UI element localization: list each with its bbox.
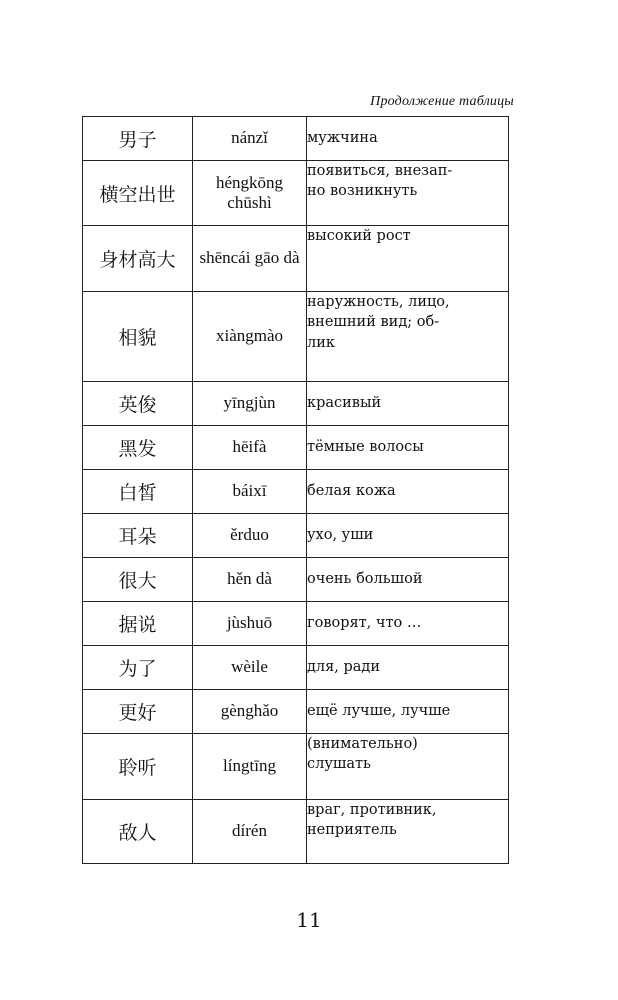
- translation-cell: высокий рост: [307, 226, 509, 292]
- translation-cell: мужчина: [307, 117, 509, 161]
- pinyin-cell: héngkōng chūshì: [193, 161, 307, 226]
- table-row: [83, 514, 509, 558]
- translation-cell: для, ради: [307, 646, 509, 690]
- translation-cell: ещё лучше, лучше: [307, 690, 509, 734]
- hanzi-cell: 相貌: [83, 292, 193, 382]
- table-row: [83, 646, 509, 690]
- table-row: [83, 161, 509, 226]
- hanzi-cell: 敌人: [83, 800, 193, 864]
- translation-cell: белая кожа: [307, 470, 509, 514]
- translation-cell: ухо, уши: [307, 514, 509, 558]
- table-row: [83, 690, 509, 734]
- table-row: [83, 426, 509, 470]
- translation-cell: красивый: [307, 382, 509, 426]
- translation-cell: враг, противник, неприятель: [307, 800, 509, 864]
- pinyin-cell: ěrduo: [193, 514, 307, 558]
- pinyin-cell: wèile: [193, 646, 307, 690]
- table-row: [83, 734, 509, 800]
- hanzi-cell: 男子: [83, 117, 193, 161]
- pinyin-cell: jùshuō: [193, 602, 307, 646]
- hanzi-cell: 更好: [83, 690, 193, 734]
- hanzi-cell: 横空出世: [83, 161, 193, 226]
- table-continuation-caption: Продолжение таблицы: [370, 94, 514, 109]
- pinyin-cell: yīngjùn: [193, 382, 307, 426]
- hanzi-cell: 白皙: [83, 470, 193, 514]
- translation-cell: тёмные волосы: [307, 426, 509, 470]
- table-row: [83, 382, 509, 426]
- pinyin-cell: hěn dà: [193, 558, 307, 602]
- vocabulary-table: [82, 116, 509, 864]
- hanzi-cell: 很大: [83, 558, 193, 602]
- pinyin-cell: dírén: [193, 800, 307, 864]
- table-row: [83, 226, 509, 292]
- pinyin-cell: gènghǎo: [193, 690, 307, 734]
- pinyin-cell: xiàngmào: [193, 292, 307, 382]
- translation-cell: наружность, лицо, внешний вид; об- лик: [307, 292, 509, 382]
- hanzi-cell: 身材高大: [83, 226, 193, 292]
- pinyin-cell: língtīng: [193, 734, 307, 800]
- hanzi-cell: 据说: [83, 602, 193, 646]
- pinyin-cell: nánzǐ: [193, 117, 307, 161]
- pinyin-cell: báixī: [193, 470, 307, 514]
- hanzi-cell: 耳朵: [83, 514, 193, 558]
- table-row: [83, 558, 509, 602]
- hanzi-cell: 黑发: [83, 426, 193, 470]
- translation-cell: говорят, что …: [307, 602, 509, 646]
- table-row: [83, 602, 509, 646]
- hanzi-cell: 英俊: [83, 382, 193, 426]
- pinyin-cell: hēifà: [193, 426, 307, 470]
- hanzi-cell: 为了: [83, 646, 193, 690]
- page-number: 11: [296, 908, 322, 932]
- table-row: [83, 470, 509, 514]
- table-row: [83, 800, 509, 864]
- translation-cell: (внимательно) слушать: [307, 734, 509, 800]
- translation-cell: появиться, внезап- но возникнуть: [307, 161, 509, 226]
- translation-cell: очень большой: [307, 558, 509, 602]
- table-row: [83, 292, 509, 382]
- pinyin-cell: shēncái gāo dà: [193, 226, 307, 292]
- table-row: [83, 117, 509, 161]
- hanzi-cell: 聆听: [83, 734, 193, 800]
